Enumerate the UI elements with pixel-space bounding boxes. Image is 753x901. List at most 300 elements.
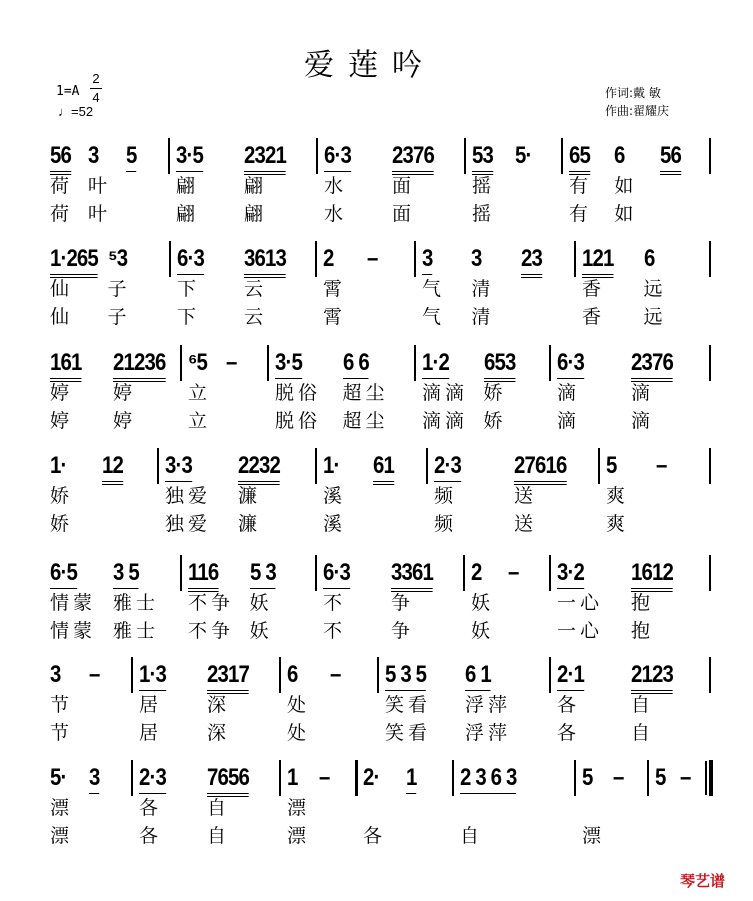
note-column [50, 557, 113, 645]
measure [275, 347, 410, 435]
note-column [434, 450, 514, 538]
note-column [226, 347, 264, 435]
lyric-verse-2: 一心 [557, 620, 604, 642]
barline [464, 138, 466, 174]
barline [267, 345, 269, 381]
note-group: 3 [471, 245, 482, 272]
note-group: 6 1 [465, 659, 491, 691]
lyric-verse-2: 漂 [582, 825, 606, 847]
note-column [275, 347, 343, 435]
barline [315, 555, 317, 591]
score-system [0, 557, 753, 657]
measure [460, 762, 570, 850]
note-group: 3·2 [557, 557, 584, 589]
note-group: 1· [50, 452, 67, 479]
lyric-verse-2: 居 [139, 722, 163, 744]
lyric-verse-2: 香 [582, 306, 606, 328]
note-group: 2·1 [557, 659, 584, 691]
note-group: 6·3 [323, 557, 350, 589]
note-column [557, 347, 631, 435]
lyric-verse-2: 叶 [88, 203, 112, 225]
measure [557, 347, 705, 435]
note-group: 6·3 [557, 347, 584, 379]
lyric-verse-2: 送 [514, 513, 538, 535]
site-logo: 琴艺谱 [680, 872, 726, 890]
lyric-verse-1: 气 [422, 278, 446, 300]
note-column [631, 557, 705, 645]
note-group: 1612 [631, 557, 673, 589]
note-column [631, 659, 705, 747]
barline [279, 760, 281, 796]
barline [574, 241, 576, 277]
note-column [113, 557, 176, 645]
measure [287, 659, 373, 747]
barline [414, 345, 416, 381]
note-column [176, 140, 244, 228]
note-column [323, 450, 373, 538]
note-column [613, 762, 644, 850]
lyric-verse-1: 仙 [50, 278, 74, 300]
note-group: 61 [373, 450, 394, 482]
lyric-verse-1: 摇 [472, 175, 496, 197]
note-column [460, 762, 570, 850]
lyric-verse-1: 远 [643, 278, 667, 300]
note-group: 161 [50, 347, 81, 379]
note-group: – [366, 245, 378, 272]
lyric-verse-1: 面 [392, 175, 416, 197]
barline [414, 241, 416, 277]
lyric-verse-2: 如 [614, 203, 638, 225]
measure [50, 659, 127, 747]
lyric-verse-1: 立 [188, 382, 212, 404]
lyric-verse-2: 有 [569, 203, 593, 225]
lyric-verse-2: 不 [323, 620, 347, 642]
note-group: ⁶5 [188, 349, 208, 376]
lyric-verse-1: 水 [324, 175, 348, 197]
note-column [50, 140, 88, 228]
lyric-verse-1: 濂 [238, 485, 262, 507]
note-group: – [225, 349, 237, 376]
measure [472, 140, 557, 228]
composer: 作曲:翟耀庆 [605, 104, 670, 118]
note-column [50, 243, 108, 331]
lyric-verse-2: 爽 [606, 513, 630, 535]
lyric-verse-1: 节 [50, 694, 74, 716]
lyric-verse-2: 争 [391, 620, 415, 642]
note-column [88, 140, 126, 228]
lyric-verse-1: 清 [471, 278, 495, 300]
lyric-verse-2: 娇 [50, 513, 74, 535]
lyric-verse-1: 漂 [287, 797, 311, 819]
measure [324, 140, 460, 228]
note-column [323, 243, 367, 331]
barline [709, 241, 711, 277]
barline [316, 138, 318, 174]
lyric-verse-1: 滴 [557, 382, 581, 404]
note-column [50, 659, 89, 747]
note-column [656, 450, 706, 538]
lyric-verse-2: 不争 [188, 620, 235, 642]
score-system [0, 140, 753, 240]
lyric-verse-2: 独爱 [165, 513, 212, 535]
note-column [250, 557, 312, 645]
note-group: 2·3 [139, 762, 166, 794]
note-column [557, 659, 631, 747]
lyric-verse-2: 滴滴 [422, 410, 469, 432]
lyric-verse-1: 爽 [606, 485, 630, 507]
lyric-verse-2: 自 [460, 825, 484, 847]
barline [574, 760, 576, 796]
note-column [323, 557, 391, 645]
note-group: 65 [569, 140, 590, 172]
lyric-verse-2: 各 [139, 825, 163, 847]
lyric-verse-2: 立 [188, 410, 212, 432]
measure [176, 140, 312, 228]
note-group: 3 [88, 142, 99, 169]
barline [168, 138, 170, 174]
lyric-verse-2: 水 [324, 203, 348, 225]
note-column [139, 762, 207, 850]
lyric-verse-2: 清 [471, 306, 495, 328]
lyric-verse-1: 送 [514, 485, 538, 507]
note-group: 2 [323, 245, 334, 272]
lyric-verse-1: 下 [177, 278, 201, 300]
lyric-verse-2: 婷 [50, 410, 74, 432]
lyric-verse-1: 情蒙 [50, 592, 97, 614]
note-column [177, 243, 244, 331]
lyric-verse-1: 霄 [323, 278, 347, 300]
note-group: 653 [484, 347, 515, 379]
measure [323, 557, 459, 645]
lyric-verse-1: 荷 [50, 175, 74, 197]
score-system [0, 243, 753, 343]
note-group: – [319, 764, 330, 791]
note-group: 56 [660, 140, 681, 172]
note-column [465, 659, 545, 747]
barline [279, 657, 281, 693]
note-column [422, 347, 484, 435]
measure [655, 762, 705, 850]
lyric-verse-1: 娇 [50, 485, 74, 507]
note-group: 2· [363, 764, 380, 791]
time-signature-top: 2 [90, 70, 102, 89]
lyric-verse-1: 各 [139, 797, 163, 819]
note-group: 3613 [244, 243, 286, 275]
note-column [108, 243, 166, 331]
note-group: 2 3 6 3 [460, 762, 516, 794]
measure [139, 762, 275, 850]
note-group: 56 [50, 140, 71, 172]
note-column [655, 762, 680, 850]
note-group: 3·5 [176, 140, 203, 172]
lyric-verse-1: 独爱 [165, 485, 212, 507]
note-group: 1 [406, 762, 417, 794]
note-group: 5· [514, 142, 531, 169]
note-group: 6 [287, 661, 298, 688]
key-signature: 1=A [56, 84, 80, 99]
lyric-verse-1: 雅士 [113, 592, 160, 614]
lyric-verse-1: 溪 [323, 485, 347, 507]
note-column [50, 347, 113, 435]
note-group: 6·3 [177, 243, 204, 275]
note-group: – [612, 764, 624, 791]
lyric-verse-1: 妖 [249, 592, 273, 614]
barline [561, 138, 563, 174]
note-group: 2·3 [434, 450, 461, 482]
lyric-verse-2: 霄 [323, 306, 347, 328]
lyric-verse-2: 滴 [557, 410, 581, 432]
note-column [631, 347, 705, 435]
note-group: 6·5 [50, 557, 77, 589]
note-column [244, 140, 312, 228]
barline [709, 448, 711, 484]
note-column [471, 243, 520, 331]
lyric-verse-1: 滴 [631, 382, 655, 404]
note-group: 121 [582, 243, 613, 275]
barline [709, 760, 713, 796]
lyric-verse-1: 脱俗 [275, 382, 322, 404]
lyric-verse-2: 各 [557, 722, 581, 744]
barline [549, 555, 551, 591]
tempo-marking: ♩=52 [58, 104, 94, 119]
measure [50, 762, 127, 850]
measure [165, 450, 311, 538]
measure [582, 243, 705, 331]
lyric-verse-1: 翩 [176, 175, 200, 197]
lyric-verse-1: 自 [207, 797, 231, 819]
barline [180, 555, 182, 591]
lyric-verse-1: 深 [207, 694, 231, 716]
barline [452, 760, 454, 796]
measure [569, 140, 705, 228]
lyric-verse-2: 子 [107, 306, 131, 328]
note-column [89, 659, 128, 747]
note-group: 3361 [391, 557, 433, 589]
lyric-verse-1: 子 [107, 278, 131, 300]
barline [463, 555, 465, 591]
barline [180, 345, 182, 381]
lyric-verse-2: 翩 [176, 203, 200, 225]
lyric-verse-1: 不 [323, 592, 347, 614]
note-column [102, 450, 154, 538]
note-group: 6 [614, 142, 625, 169]
lyric-verse-2: 气 [422, 306, 446, 328]
note-group: – [88, 661, 100, 688]
measure [139, 659, 275, 747]
barline [169, 241, 171, 277]
lyric-verse-1: 频 [434, 485, 458, 507]
note-column [515, 140, 558, 228]
measure [50, 450, 153, 538]
lyric-verse-2: 云 [244, 306, 268, 328]
measure [434, 450, 594, 538]
time-signature [90, 70, 102, 107]
barline [709, 138, 711, 174]
lyric-verse-1: 一心 [557, 592, 604, 614]
time-signature-bottom: 4 [92, 90, 100, 105]
note-group: 3 5 [113, 557, 139, 589]
note-group: 2232 [238, 450, 280, 482]
lyric-verse-2: 漂 [50, 825, 74, 847]
measure [287, 762, 351, 850]
note-column [319, 762, 351, 850]
note-group: 6 6 [343, 347, 369, 379]
note-column [471, 557, 508, 645]
note-column [385, 659, 465, 747]
note-column [569, 140, 614, 228]
measure [422, 347, 545, 435]
note-group: 2317 [207, 659, 249, 691]
note-column [207, 762, 275, 850]
measure [606, 450, 705, 538]
note-group: 23 [521, 243, 542, 275]
lyric-verse-2: 情蒙 [50, 620, 97, 642]
note-group: 116 [188, 557, 218, 589]
note-group: – [655, 452, 667, 479]
lyric-verse-2: 频 [434, 513, 458, 535]
lyric-verse-1: 争 [391, 592, 415, 614]
note-group: 5 [655, 764, 666, 791]
repeat-barline [355, 760, 358, 796]
note-group: 27616 [514, 450, 566, 482]
lyric-verse-2: 自 [207, 825, 231, 847]
lyric-verse-1: 有 [569, 175, 593, 197]
lyric-verse-1: 婷 [50, 382, 74, 404]
note-column [680, 762, 705, 850]
note-column [582, 762, 613, 850]
lyric-verse-1: 叶 [88, 175, 112, 197]
lyric-verse-1: 滴滴 [422, 382, 469, 404]
note-column [614, 140, 659, 228]
lyric-verse-2: 漂 [287, 825, 311, 847]
note-group: 5 [126, 140, 137, 172]
lyric-verse-2: 处 [287, 722, 311, 744]
lyric-verse-2: 远 [643, 306, 667, 328]
note-column [606, 450, 656, 538]
note-column [422, 243, 471, 331]
barline [131, 760, 133, 796]
note-column [484, 347, 546, 435]
note-group: 1· [323, 452, 340, 479]
note-column [508, 557, 545, 645]
lyric-verse-2: 抱 [631, 620, 655, 642]
note-column [139, 659, 207, 747]
barline [426, 448, 428, 484]
note-column [660, 140, 705, 228]
note-column [207, 659, 275, 747]
note-group: 7656 [207, 762, 249, 794]
note-group: 6 [643, 245, 655, 272]
measure [50, 243, 165, 331]
lyric-verse-1: 如 [614, 175, 638, 197]
lyric-verse-1: 不争 [188, 592, 235, 614]
note-group: 1·3 [139, 659, 166, 691]
note-group: 2123 [631, 659, 673, 691]
note-column [644, 243, 706, 331]
note-group: 5 3 [250, 557, 276, 589]
lyric-verse-2: 溪 [323, 513, 347, 535]
measure [50, 347, 176, 435]
barline [315, 241, 317, 277]
note-group: 1 [287, 764, 298, 791]
note-column [514, 450, 594, 538]
measure [50, 557, 176, 645]
score-system [0, 450, 753, 550]
lyric-verse-2: 濂 [238, 513, 262, 535]
note-column [188, 557, 250, 645]
note-group: ⁵3 [107, 245, 127, 272]
lyric-verse-2: 笑看 [385, 722, 432, 744]
lyric-verse-2: 荷 [50, 203, 74, 225]
lyric-verse-1: 超尘 [342, 382, 389, 404]
barline [709, 345, 711, 381]
note-group: – [508, 559, 519, 586]
note-group: 3 [89, 762, 100, 794]
measure [557, 557, 705, 645]
barline [157, 448, 159, 484]
measure [471, 557, 545, 645]
note-group: 1·265 [50, 243, 98, 275]
lyric-verse-1: 妖 [471, 592, 495, 614]
lyric-verse-2: 面 [392, 203, 416, 225]
note-column [50, 450, 102, 538]
note-group: – [680, 764, 691, 791]
lyric-verse-2: 下 [177, 306, 201, 328]
note-column [324, 140, 392, 228]
lyric-verse-2: 浮萍 [465, 722, 512, 744]
note-group: 12 [102, 450, 123, 482]
note-column [392, 140, 460, 228]
note-column [287, 762, 319, 850]
barline [549, 345, 551, 381]
note-group: 3·3 [165, 450, 192, 482]
note-column [113, 347, 176, 435]
barline [377, 657, 379, 693]
lyric-verse-1: 笑看 [385, 694, 432, 716]
lyric-verse-2: 婷 [113, 410, 137, 432]
lyric-verse-1: 香 [582, 278, 606, 300]
measure [188, 557, 311, 645]
note-group: 1·2 [422, 347, 449, 379]
lyric-verse-2: 深 [207, 722, 231, 744]
note-column [50, 762, 89, 850]
note-group: 2376 [392, 140, 434, 172]
score-system [0, 659, 753, 759]
lyric-verse-2: 滴 [631, 410, 655, 432]
credits [605, 84, 669, 120]
note-column [287, 659, 330, 747]
barline [131, 657, 133, 693]
lyric-verse-2: 摇 [472, 203, 496, 225]
barline [549, 657, 551, 693]
note-column [238, 450, 311, 538]
note-column [406, 762, 449, 850]
note-column [391, 557, 459, 645]
lyric-verse-2: 雅士 [113, 620, 160, 642]
measure [557, 659, 705, 747]
note-column [188, 347, 226, 435]
lyric-verse-1: 翩 [244, 175, 268, 197]
lyric-verse-1: 娇 [483, 382, 507, 404]
lyric-verse-2: 各 [363, 825, 387, 847]
note-group: 3 [50, 661, 61, 688]
note-column [582, 243, 644, 331]
lyric-verse-1: 漂 [50, 797, 74, 819]
note-column [521, 243, 570, 331]
note-group: 6·3 [324, 140, 351, 172]
lyric-verse-2: 仙 [50, 306, 74, 328]
lyric-verse-2: 翩 [244, 203, 268, 225]
